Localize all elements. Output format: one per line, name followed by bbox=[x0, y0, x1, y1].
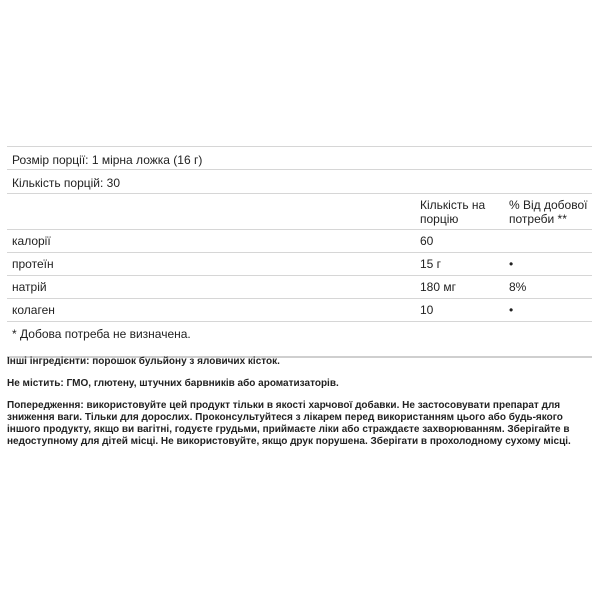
footnote-text: * Добова потреба не визначена. bbox=[12, 327, 191, 341]
serving-size-row bbox=[7, 146, 592, 170]
does-not-contain-text: Не містить: ГМО, глютену, штучних барвників або ароматизаторів. bbox=[7, 378, 339, 389]
header-name-cell bbox=[7, 194, 420, 229]
nutrient-amount: 180 мг bbox=[420, 280, 456, 294]
nutrient-amount: 15 г bbox=[420, 257, 442, 271]
table-row-protein bbox=[7, 253, 592, 276]
table-row-calories bbox=[7, 230, 592, 253]
other-ingredients-text: Інші інгредієнти: порошок бульйону з яловичих кісток. bbox=[7, 356, 280, 367]
header-amount: Кількість на порцію bbox=[420, 198, 486, 226]
nutrient-name: калорії bbox=[12, 234, 51, 248]
nutrient-daily-value: 8% bbox=[509, 280, 527, 294]
nutrition-facts-table bbox=[7, 146, 592, 358]
nutrient-amount: 10 bbox=[420, 303, 434, 317]
table-header-row bbox=[7, 194, 592, 230]
servings-per-container-row bbox=[7, 170, 592, 194]
product-notes bbox=[7, 356, 592, 448]
daily-value-footnote bbox=[7, 322, 592, 358]
nutrient-name: колаген bbox=[12, 303, 55, 317]
table-row-collagen bbox=[7, 299, 592, 322]
warning-text: Попередження: використовуйте цей продукт тільки в якості харчової добавки. Не застосовувати препарат для зниження ваги. Тільки для дорослих. Проконсультуйтеся з лікарем перед використанням цього або будь-якого іншого продукту, якщо ви вагітні, годуєте грудьми, приймаєте ліки або страждаєте захворюванням. Зберігайте в недоступному для дітей місці. Не використовуйте, якщо друк порушена. Зберігати в прохолодному сухому місці. bbox=[7, 400, 571, 447]
nutrient-name: натрій bbox=[12, 280, 47, 294]
nutrient-amount: 60 bbox=[420, 234, 434, 248]
serving-size-text: Розмір порції: 1 мірна ложка (16 г) bbox=[12, 153, 203, 167]
servings-per-container-text: Кількість порцій: 30 bbox=[12, 176, 121, 190]
nutrient-daily-value: • bbox=[509, 303, 514, 317]
table-row-sodium bbox=[7, 276, 592, 299]
nutrient-name: протеїн bbox=[12, 257, 54, 271]
nutrient-daily-value: • bbox=[509, 257, 514, 271]
header-daily-value: % Від добової потреби ** bbox=[509, 198, 588, 226]
